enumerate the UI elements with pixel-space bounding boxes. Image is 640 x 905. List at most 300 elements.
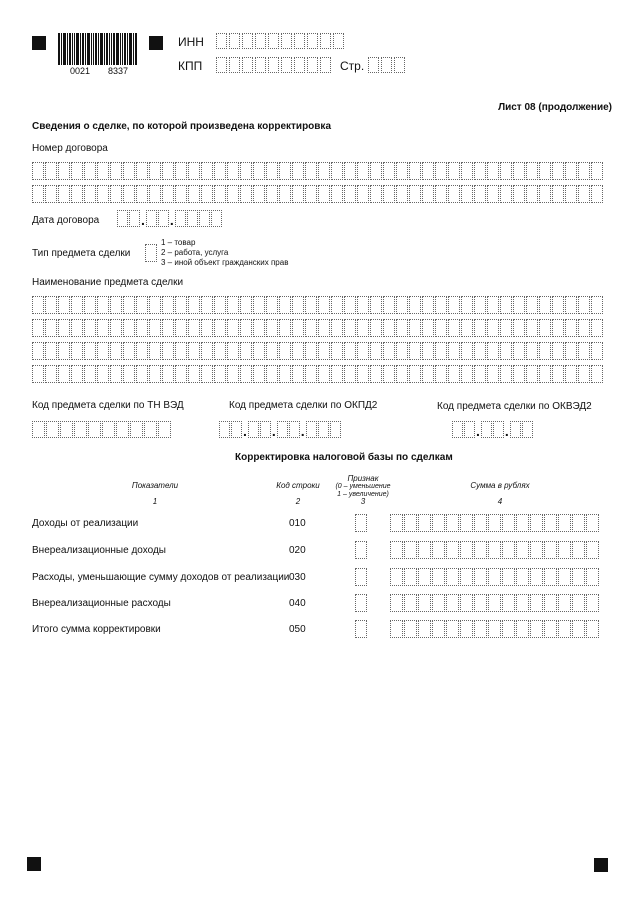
char-cell[interactable] bbox=[110, 296, 122, 314]
char-cell[interactable] bbox=[552, 365, 564, 383]
char-cell[interactable] bbox=[526, 319, 538, 337]
char-cell[interactable] bbox=[292, 185, 304, 203]
char-cell[interactable] bbox=[58, 162, 70, 180]
char-cell[interactable] bbox=[331, 296, 343, 314]
char-cell[interactable] bbox=[32, 342, 44, 360]
char-cell[interactable] bbox=[149, 296, 161, 314]
char-cell[interactable] bbox=[266, 365, 278, 383]
char-cell[interactable] bbox=[344, 185, 356, 203]
char-cell[interactable] bbox=[435, 185, 447, 203]
char-cell[interactable] bbox=[201, 319, 213, 337]
char-cell[interactable] bbox=[357, 319, 369, 337]
char-cell[interactable] bbox=[432, 620, 445, 638]
char-cell[interactable] bbox=[552, 162, 564, 180]
contract-number-field-line2[interactable] bbox=[32, 185, 603, 203]
char-cell[interactable] bbox=[487, 162, 499, 180]
page-field[interactable] bbox=[368, 57, 405, 73]
char-cell[interactable] bbox=[487, 365, 499, 383]
char-cell[interactable] bbox=[448, 185, 460, 203]
char-cell[interactable] bbox=[432, 541, 445, 559]
subject-name-field-line4[interactable] bbox=[32, 365, 603, 383]
char-cell[interactable] bbox=[227, 365, 239, 383]
char-cell[interactable] bbox=[390, 514, 403, 532]
char-cell[interactable] bbox=[292, 319, 304, 337]
char-cell[interactable] bbox=[188, 185, 200, 203]
char-cell[interactable] bbox=[292, 342, 304, 360]
char-cell[interactable] bbox=[530, 594, 543, 612]
char-cell[interactable] bbox=[45, 185, 57, 203]
char-cell[interactable] bbox=[578, 185, 590, 203]
char-cell[interactable] bbox=[390, 620, 403, 638]
char-cell[interactable] bbox=[162, 342, 174, 360]
char-cell[interactable] bbox=[432, 514, 445, 532]
char-cell[interactable] bbox=[45, 365, 57, 383]
char-cell[interactable] bbox=[488, 568, 501, 586]
char-cell[interactable] bbox=[240, 342, 252, 360]
char-cell[interactable] bbox=[516, 541, 529, 559]
tnved-code-field[interactable] bbox=[32, 421, 171, 438]
char-cell[interactable] bbox=[110, 185, 122, 203]
char-cell[interactable] bbox=[331, 162, 343, 180]
char-cell[interactable] bbox=[130, 421, 143, 438]
okved2-code-field[interactable] bbox=[452, 421, 533, 438]
char-cell[interactable] bbox=[502, 541, 515, 559]
char-cell[interactable] bbox=[448, 319, 460, 337]
char-cell[interactable] bbox=[474, 185, 486, 203]
char-cell[interactable] bbox=[253, 342, 265, 360]
amount-field[interactable] bbox=[390, 541, 599, 559]
char-cell[interactable] bbox=[88, 421, 101, 438]
contract-date-field[interactable] bbox=[117, 210, 222, 227]
char-cell[interactable] bbox=[422, 185, 434, 203]
char-cell[interactable] bbox=[305, 365, 317, 383]
char-cell[interactable] bbox=[266, 319, 278, 337]
char-cell[interactable] bbox=[446, 594, 459, 612]
char-cell[interactable] bbox=[344, 342, 356, 360]
char-cell[interactable] bbox=[201, 185, 213, 203]
char-cell[interactable] bbox=[418, 514, 431, 532]
char-cell[interactable] bbox=[516, 594, 529, 612]
char-cell[interactable] bbox=[123, 342, 135, 360]
char-cell[interactable] bbox=[488, 541, 501, 559]
char-cell[interactable] bbox=[474, 620, 487, 638]
char-cell[interactable] bbox=[539, 185, 551, 203]
char-cell[interactable] bbox=[390, 594, 403, 612]
char-cell[interactable] bbox=[97, 185, 109, 203]
char-cell[interactable] bbox=[383, 319, 395, 337]
char-cell[interactable] bbox=[71, 296, 83, 314]
char-cell[interactable] bbox=[539, 162, 551, 180]
char-cell[interactable] bbox=[357, 342, 369, 360]
char-cell[interactable] bbox=[266, 185, 278, 203]
char-cell[interactable] bbox=[526, 162, 538, 180]
char-cell[interactable] bbox=[58, 296, 70, 314]
char-cell[interactable] bbox=[418, 594, 431, 612]
char-cell[interactable] bbox=[460, 568, 473, 586]
char-cell[interactable] bbox=[487, 296, 499, 314]
char-cell[interactable] bbox=[544, 620, 557, 638]
char-cell[interactable] bbox=[539, 296, 551, 314]
char-cell[interactable] bbox=[136, 319, 148, 337]
char-cell[interactable] bbox=[409, 162, 421, 180]
char-cell[interactable] bbox=[188, 319, 200, 337]
char-cell[interactable] bbox=[253, 319, 265, 337]
char-cell[interactable] bbox=[500, 185, 512, 203]
char-cell[interactable] bbox=[175, 185, 187, 203]
char-cell[interactable] bbox=[110, 162, 122, 180]
char-cell[interactable] bbox=[123, 319, 135, 337]
char-cell[interactable] bbox=[149, 365, 161, 383]
char-cell[interactable] bbox=[461, 319, 473, 337]
char-cell[interactable] bbox=[201, 365, 213, 383]
char-cell[interactable] bbox=[435, 296, 447, 314]
char-cell[interactable] bbox=[240, 162, 252, 180]
char-cell[interactable] bbox=[422, 296, 434, 314]
char-cell[interactable] bbox=[32, 185, 44, 203]
char-cell[interactable] bbox=[110, 342, 122, 360]
char-cell[interactable] bbox=[396, 296, 408, 314]
amount-field[interactable] bbox=[390, 594, 599, 612]
char-cell[interactable] bbox=[422, 342, 434, 360]
char-cell[interactable] bbox=[558, 620, 571, 638]
char-cell[interactable] bbox=[432, 594, 445, 612]
char-cell[interactable] bbox=[572, 620, 585, 638]
inn-field[interactable] bbox=[216, 33, 344, 49]
char-cell[interactable] bbox=[188, 162, 200, 180]
char-cell[interactable] bbox=[487, 319, 499, 337]
char-cell[interactable] bbox=[279, 342, 291, 360]
char-cell[interactable] bbox=[435, 162, 447, 180]
char-cell[interactable] bbox=[201, 296, 213, 314]
char-cell[interactable] bbox=[460, 514, 473, 532]
char-cell[interactable] bbox=[162, 296, 174, 314]
char-cell[interactable] bbox=[58, 365, 70, 383]
char-cell[interactable] bbox=[149, 185, 161, 203]
char-cell[interactable] bbox=[74, 421, 87, 438]
char-cell[interactable] bbox=[422, 365, 434, 383]
char-cell[interactable] bbox=[305, 342, 317, 360]
char-cell[interactable] bbox=[102, 421, 115, 438]
char-cell[interactable] bbox=[240, 185, 252, 203]
char-cell[interactable] bbox=[409, 319, 421, 337]
char-cell[interactable] bbox=[123, 365, 135, 383]
char-cell[interactable] bbox=[214, 319, 226, 337]
char-cell[interactable] bbox=[201, 162, 213, 180]
char-cell[interactable] bbox=[214, 365, 226, 383]
char-cell[interactable] bbox=[513, 342, 525, 360]
char-cell[interactable] bbox=[46, 421, 59, 438]
char-cell[interactable] bbox=[32, 162, 44, 180]
char-cell[interactable] bbox=[266, 296, 278, 314]
char-cell[interactable] bbox=[404, 620, 417, 638]
char-cell[interactable] bbox=[32, 365, 44, 383]
char-cell[interactable] bbox=[526, 365, 538, 383]
char-cell[interactable] bbox=[516, 620, 529, 638]
char-cell[interactable] bbox=[544, 541, 557, 559]
char-cell[interactable] bbox=[530, 514, 543, 532]
char-cell[interactable] bbox=[370, 296, 382, 314]
char-cell[interactable] bbox=[357, 296, 369, 314]
char-cell[interactable] bbox=[591, 296, 603, 314]
char-cell[interactable] bbox=[158, 421, 171, 438]
char-cell[interactable] bbox=[331, 365, 343, 383]
char-cell[interactable] bbox=[390, 541, 403, 559]
deal-subject-type-field[interactable] bbox=[145, 244, 157, 262]
char-cell[interactable] bbox=[586, 568, 599, 586]
char-cell[interactable] bbox=[227, 296, 239, 314]
char-cell[interactable] bbox=[383, 365, 395, 383]
char-cell[interactable] bbox=[136, 342, 148, 360]
char-cell[interactable] bbox=[97, 365, 109, 383]
char-cell[interactable] bbox=[123, 296, 135, 314]
char-cell[interactable] bbox=[162, 162, 174, 180]
char-cell[interactable] bbox=[58, 342, 70, 360]
char-cell[interactable] bbox=[539, 319, 551, 337]
char-cell[interactable] bbox=[586, 514, 599, 532]
char-cell[interactable] bbox=[591, 185, 603, 203]
char-cell[interactable] bbox=[526, 185, 538, 203]
char-cell[interactable] bbox=[370, 365, 382, 383]
char-cell[interactable] bbox=[162, 365, 174, 383]
char-cell[interactable] bbox=[448, 365, 460, 383]
char-cell[interactable] bbox=[58, 319, 70, 337]
char-cell[interactable] bbox=[448, 162, 460, 180]
char-cell[interactable] bbox=[32, 319, 44, 337]
char-cell[interactable] bbox=[71, 319, 83, 337]
char-cell[interactable] bbox=[383, 162, 395, 180]
char-cell[interactable] bbox=[565, 342, 577, 360]
char-cell[interactable] bbox=[136, 185, 148, 203]
char-cell[interactable] bbox=[227, 342, 239, 360]
char-cell[interactable] bbox=[136, 365, 148, 383]
char-cell[interactable] bbox=[84, 185, 96, 203]
char-cell[interactable] bbox=[586, 594, 599, 612]
char-cell[interactable] bbox=[188, 296, 200, 314]
char-cell[interactable] bbox=[572, 541, 585, 559]
char-cell[interactable] bbox=[461, 185, 473, 203]
char-cell[interactable] bbox=[84, 162, 96, 180]
char-cell[interactable] bbox=[370, 162, 382, 180]
char-cell[interactable] bbox=[500, 296, 512, 314]
char-cell[interactable] bbox=[253, 365, 265, 383]
char-cell[interactable] bbox=[526, 296, 538, 314]
char-cell[interactable] bbox=[591, 365, 603, 383]
char-cell[interactable] bbox=[530, 541, 543, 559]
char-cell[interactable] bbox=[84, 342, 96, 360]
char-cell[interactable] bbox=[578, 319, 590, 337]
char-cell[interactable] bbox=[175, 319, 187, 337]
char-cell[interactable] bbox=[175, 296, 187, 314]
char-cell[interactable] bbox=[45, 296, 57, 314]
char-cell[interactable] bbox=[544, 514, 557, 532]
char-cell[interactable] bbox=[558, 514, 571, 532]
char-cell[interactable] bbox=[558, 568, 571, 586]
char-cell[interactable] bbox=[123, 162, 135, 180]
char-cell[interactable] bbox=[318, 162, 330, 180]
char-cell[interactable] bbox=[32, 296, 44, 314]
char-cell[interactable] bbox=[344, 162, 356, 180]
char-cell[interactable] bbox=[487, 342, 499, 360]
char-cell[interactable] bbox=[513, 296, 525, 314]
sign-field[interactable] bbox=[355, 568, 367, 586]
char-cell[interactable] bbox=[357, 185, 369, 203]
char-cell[interactable] bbox=[487, 185, 499, 203]
char-cell[interactable] bbox=[578, 162, 590, 180]
char-cell[interactable] bbox=[539, 365, 551, 383]
char-cell[interactable] bbox=[240, 319, 252, 337]
char-cell[interactable] bbox=[586, 620, 599, 638]
char-cell[interactable] bbox=[418, 568, 431, 586]
char-cell[interactable] bbox=[162, 319, 174, 337]
char-cell[interactable] bbox=[175, 342, 187, 360]
char-cell[interactable] bbox=[404, 541, 417, 559]
char-cell[interactable] bbox=[435, 342, 447, 360]
char-cell[interactable] bbox=[474, 541, 487, 559]
sign-field[interactable] bbox=[355, 594, 367, 612]
char-cell[interactable] bbox=[435, 319, 447, 337]
char-cell[interactable] bbox=[71, 185, 83, 203]
char-cell[interactable] bbox=[460, 541, 473, 559]
char-cell[interactable] bbox=[474, 514, 487, 532]
char-cell[interactable] bbox=[383, 296, 395, 314]
char-cell[interactable] bbox=[45, 342, 57, 360]
char-cell[interactable] bbox=[552, 342, 564, 360]
char-cell[interactable] bbox=[305, 162, 317, 180]
char-cell[interactable] bbox=[396, 342, 408, 360]
char-cell[interactable] bbox=[404, 568, 417, 586]
char-cell[interactable] bbox=[409, 185, 421, 203]
char-cell[interactable] bbox=[318, 342, 330, 360]
char-cell[interactable] bbox=[318, 319, 330, 337]
char-cell[interactable] bbox=[318, 185, 330, 203]
char-cell[interactable] bbox=[279, 296, 291, 314]
subject-name-field-line3[interactable] bbox=[32, 342, 603, 360]
char-cell[interactable] bbox=[422, 162, 434, 180]
char-cell[interactable] bbox=[188, 342, 200, 360]
char-cell[interactable] bbox=[396, 185, 408, 203]
char-cell[interactable] bbox=[474, 365, 486, 383]
sign-field[interactable] bbox=[355, 620, 367, 638]
char-cell[interactable] bbox=[149, 319, 161, 337]
char-cell[interactable] bbox=[461, 342, 473, 360]
char-cell[interactable] bbox=[240, 296, 252, 314]
char-cell[interactable] bbox=[502, 620, 515, 638]
okpd2-code-field[interactable] bbox=[219, 421, 341, 438]
char-cell[interactable] bbox=[214, 342, 226, 360]
char-cell[interactable] bbox=[404, 514, 417, 532]
char-cell[interactable] bbox=[396, 365, 408, 383]
char-cell[interactable] bbox=[446, 568, 459, 586]
char-cell[interactable] bbox=[409, 342, 421, 360]
char-cell[interactable] bbox=[572, 514, 585, 532]
char-cell[interactable] bbox=[58, 185, 70, 203]
char-cell[interactable] bbox=[390, 568, 403, 586]
char-cell[interactable] bbox=[318, 365, 330, 383]
char-cell[interactable] bbox=[409, 296, 421, 314]
char-cell[interactable] bbox=[110, 365, 122, 383]
char-cell[interactable] bbox=[474, 342, 486, 360]
char-cell[interactable] bbox=[432, 568, 445, 586]
char-cell[interactable] bbox=[460, 594, 473, 612]
char-cell[interactable] bbox=[530, 620, 543, 638]
char-cell[interactable] bbox=[435, 365, 447, 383]
char-cell[interactable] bbox=[565, 296, 577, 314]
char-cell[interactable] bbox=[188, 365, 200, 383]
char-cell[interactable] bbox=[488, 620, 501, 638]
char-cell[interactable] bbox=[292, 365, 304, 383]
char-cell[interactable] bbox=[97, 319, 109, 337]
char-cell[interactable] bbox=[446, 514, 459, 532]
char-cell[interactable] bbox=[418, 541, 431, 559]
char-cell[interactable] bbox=[149, 162, 161, 180]
char-cell[interactable] bbox=[409, 365, 421, 383]
char-cell[interactable] bbox=[552, 319, 564, 337]
char-cell[interactable] bbox=[357, 365, 369, 383]
char-cell[interactable] bbox=[227, 185, 239, 203]
char-cell[interactable] bbox=[318, 296, 330, 314]
char-cell[interactable] bbox=[500, 319, 512, 337]
sign-field[interactable] bbox=[355, 514, 367, 532]
char-cell[interactable] bbox=[279, 162, 291, 180]
char-cell[interactable] bbox=[474, 296, 486, 314]
char-cell[interactable] bbox=[586, 541, 599, 559]
char-cell[interactable] bbox=[422, 319, 434, 337]
char-cell[interactable] bbox=[446, 620, 459, 638]
kpp-field[interactable] bbox=[216, 57, 331, 73]
char-cell[interactable] bbox=[461, 162, 473, 180]
char-cell[interactable] bbox=[71, 365, 83, 383]
char-cell[interactable] bbox=[175, 162, 187, 180]
char-cell[interactable] bbox=[279, 319, 291, 337]
char-cell[interactable] bbox=[201, 342, 213, 360]
char-cell[interactable] bbox=[357, 162, 369, 180]
char-cell[interactable] bbox=[214, 296, 226, 314]
char-cell[interactable] bbox=[513, 319, 525, 337]
char-cell[interactable] bbox=[500, 365, 512, 383]
subject-name-field-line1[interactable] bbox=[32, 296, 603, 314]
char-cell[interactable] bbox=[227, 319, 239, 337]
char-cell[interactable] bbox=[488, 594, 501, 612]
char-cell[interactable] bbox=[279, 365, 291, 383]
amount-field[interactable] bbox=[390, 514, 599, 532]
char-cell[interactable] bbox=[136, 296, 148, 314]
char-cell[interactable] bbox=[110, 319, 122, 337]
char-cell[interactable] bbox=[591, 342, 603, 360]
char-cell[interactable] bbox=[32, 421, 45, 438]
char-cell[interactable] bbox=[175, 365, 187, 383]
char-cell[interactable] bbox=[84, 319, 96, 337]
char-cell[interactable] bbox=[370, 185, 382, 203]
char-cell[interactable] bbox=[266, 342, 278, 360]
char-cell[interactable] bbox=[448, 296, 460, 314]
char-cell[interactable] bbox=[572, 594, 585, 612]
char-cell[interactable] bbox=[116, 421, 129, 438]
char-cell[interactable] bbox=[253, 296, 265, 314]
char-cell[interactable] bbox=[292, 162, 304, 180]
char-cell[interactable] bbox=[60, 421, 73, 438]
char-cell[interactable] bbox=[526, 342, 538, 360]
char-cell[interactable] bbox=[84, 296, 96, 314]
char-cell[interactable] bbox=[461, 296, 473, 314]
char-cell[interactable] bbox=[565, 365, 577, 383]
char-cell[interactable] bbox=[344, 365, 356, 383]
char-cell[interactable] bbox=[84, 365, 96, 383]
char-cell[interactable] bbox=[305, 296, 317, 314]
char-cell[interactable] bbox=[565, 319, 577, 337]
char-cell[interactable] bbox=[474, 319, 486, 337]
char-cell[interactable] bbox=[45, 319, 57, 337]
char-cell[interactable] bbox=[500, 342, 512, 360]
